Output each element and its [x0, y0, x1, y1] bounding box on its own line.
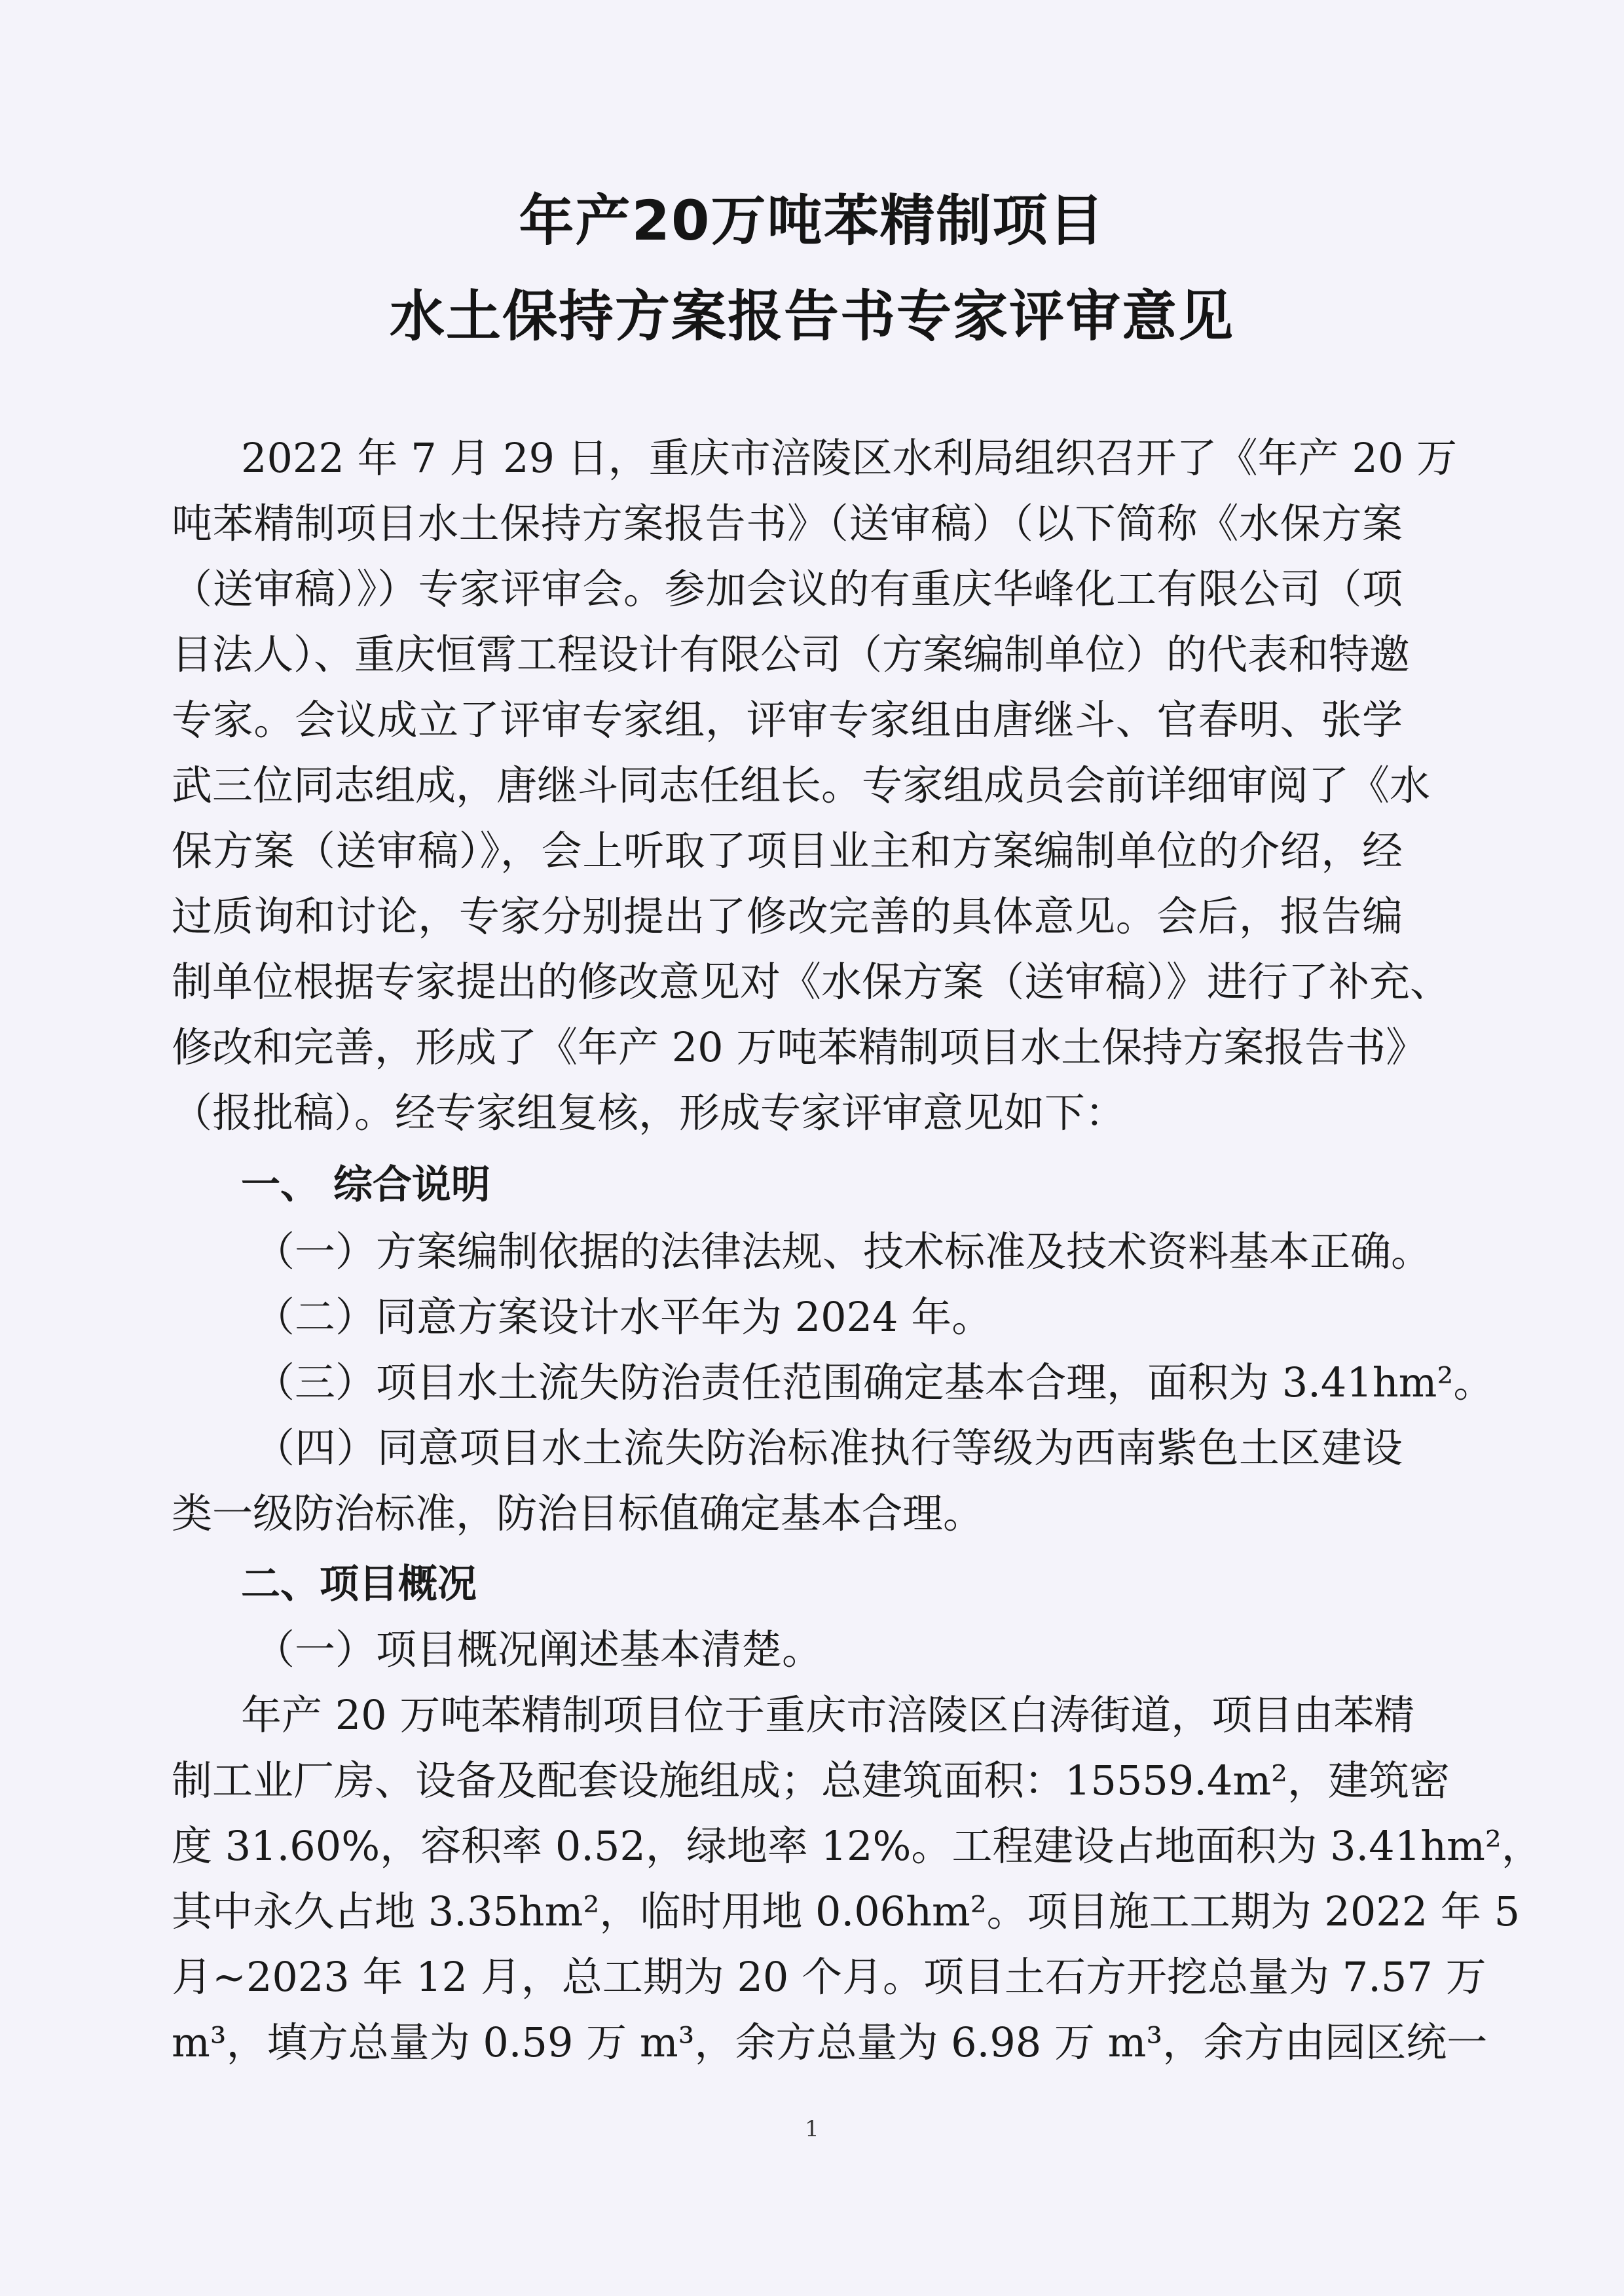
intro-line: 目法人）、重庆恒霄工程设计有限公司（方案编制单位）的代表和特邀	[172, 630, 1411, 678]
list-item-continuation: 类一级防治标准，防治目标值确定基本合理。	[172, 1489, 984, 1537]
section-heading-overview: 一、 综合说明	[241, 1162, 490, 1208]
intro-line: 制单位根据专家提出的修改意见对《水保方案（送审稿）》进行了补充、	[172, 958, 1451, 1006]
intro-line: 吨苯精制项目水土保持方案报告书》（送审稿）（以下简称《水保方案	[172, 500, 1403, 547]
list-item: （三）项目水土流失防治责任范围确定基本合理，面积为 3.41hm²。	[254, 1358, 1494, 1406]
list-item: （四）同意项目水土流失防治标准执行等级为西南紫色土区建设	[254, 1424, 1403, 1472]
paragraph-line: 制工业厂房、设备及配套设施组成；总建筑面积：15559.4m²，建筑密	[172, 1757, 1450, 1804]
list-item: （一）项目概况阐述基本清楚。	[254, 1626, 823, 1673]
intro-line: 武三位同志组成，唐继斗同志任组长。专家组成员会前详细审阅了《水	[172, 761, 1431, 809]
list-item: （二）同意方案设计水平年为 2024 年。	[254, 1293, 993, 1341]
intro-line: （报批稿）。经专家组复核，形成专家评审意见如下：	[172, 1089, 1126, 1137]
intro-line: 过质询和讨论，专家分别提出了修改完善的具体意见。会后，报告编	[172, 892, 1403, 940]
document-title-line2: 水土保持方案报告书专家评审意见	[389, 284, 1234, 348]
document-title-line1: 年产20万吨苯精制项目	[519, 189, 1105, 253]
paragraph-line: 年产 20 万吨苯精制项目位于重庆市涪陵区白涛街道，项目由苯精	[241, 1691, 1415, 1739]
section-heading-project: 二、项目概况	[241, 1561, 477, 1607]
paragraph-line: m³，填方总量为 0.59 万 m³，余方总量为 6.98 万 m³，余方由园区统一	[172, 2018, 1488, 2066]
paragraph-line: 月~2023 年 12 月，总工期为 20 个月。项目土石方开挖总量为 7.57 万	[172, 1953, 1486, 2001]
list-item: （一）方案编制依据的法律法规、技术标准及技术资料基本正确。	[254, 1228, 1432, 1275]
paragraph-line: 其中永久占地 3.35hm²，临时用地 0.06hm²。项目施工工期为 2022 年 5	[172, 1887, 1521, 1935]
page-number: 1	[805, 2116, 819, 2142]
intro-line: 专家。会议成立了评审专家组，评审专家组由唐继斗、官春明、张学	[172, 696, 1403, 744]
intro-line: （送审稿）》）专家评审会。参加会议的有重庆华峰化工有限公司（项	[172, 565, 1403, 613]
paragraph-line: 度 31.60%，容积率 0.52，绿地率 12%。工程建设占地面积为 3.41hm²，	[172, 1822, 1542, 1870]
intro-line: 修改和完善，形成了《年产 20 万吨苯精制项目水土保持方案报告书》	[172, 1023, 1427, 1071]
intro-line: 保方案（送审稿）》，会上听取了项目业主和方案编制单位的介绍，经	[172, 827, 1403, 875]
intro-line: 2022 年 7 月 29 日，重庆市涪陵区水利局组织召开了《年产 20 万	[241, 434, 1457, 482]
